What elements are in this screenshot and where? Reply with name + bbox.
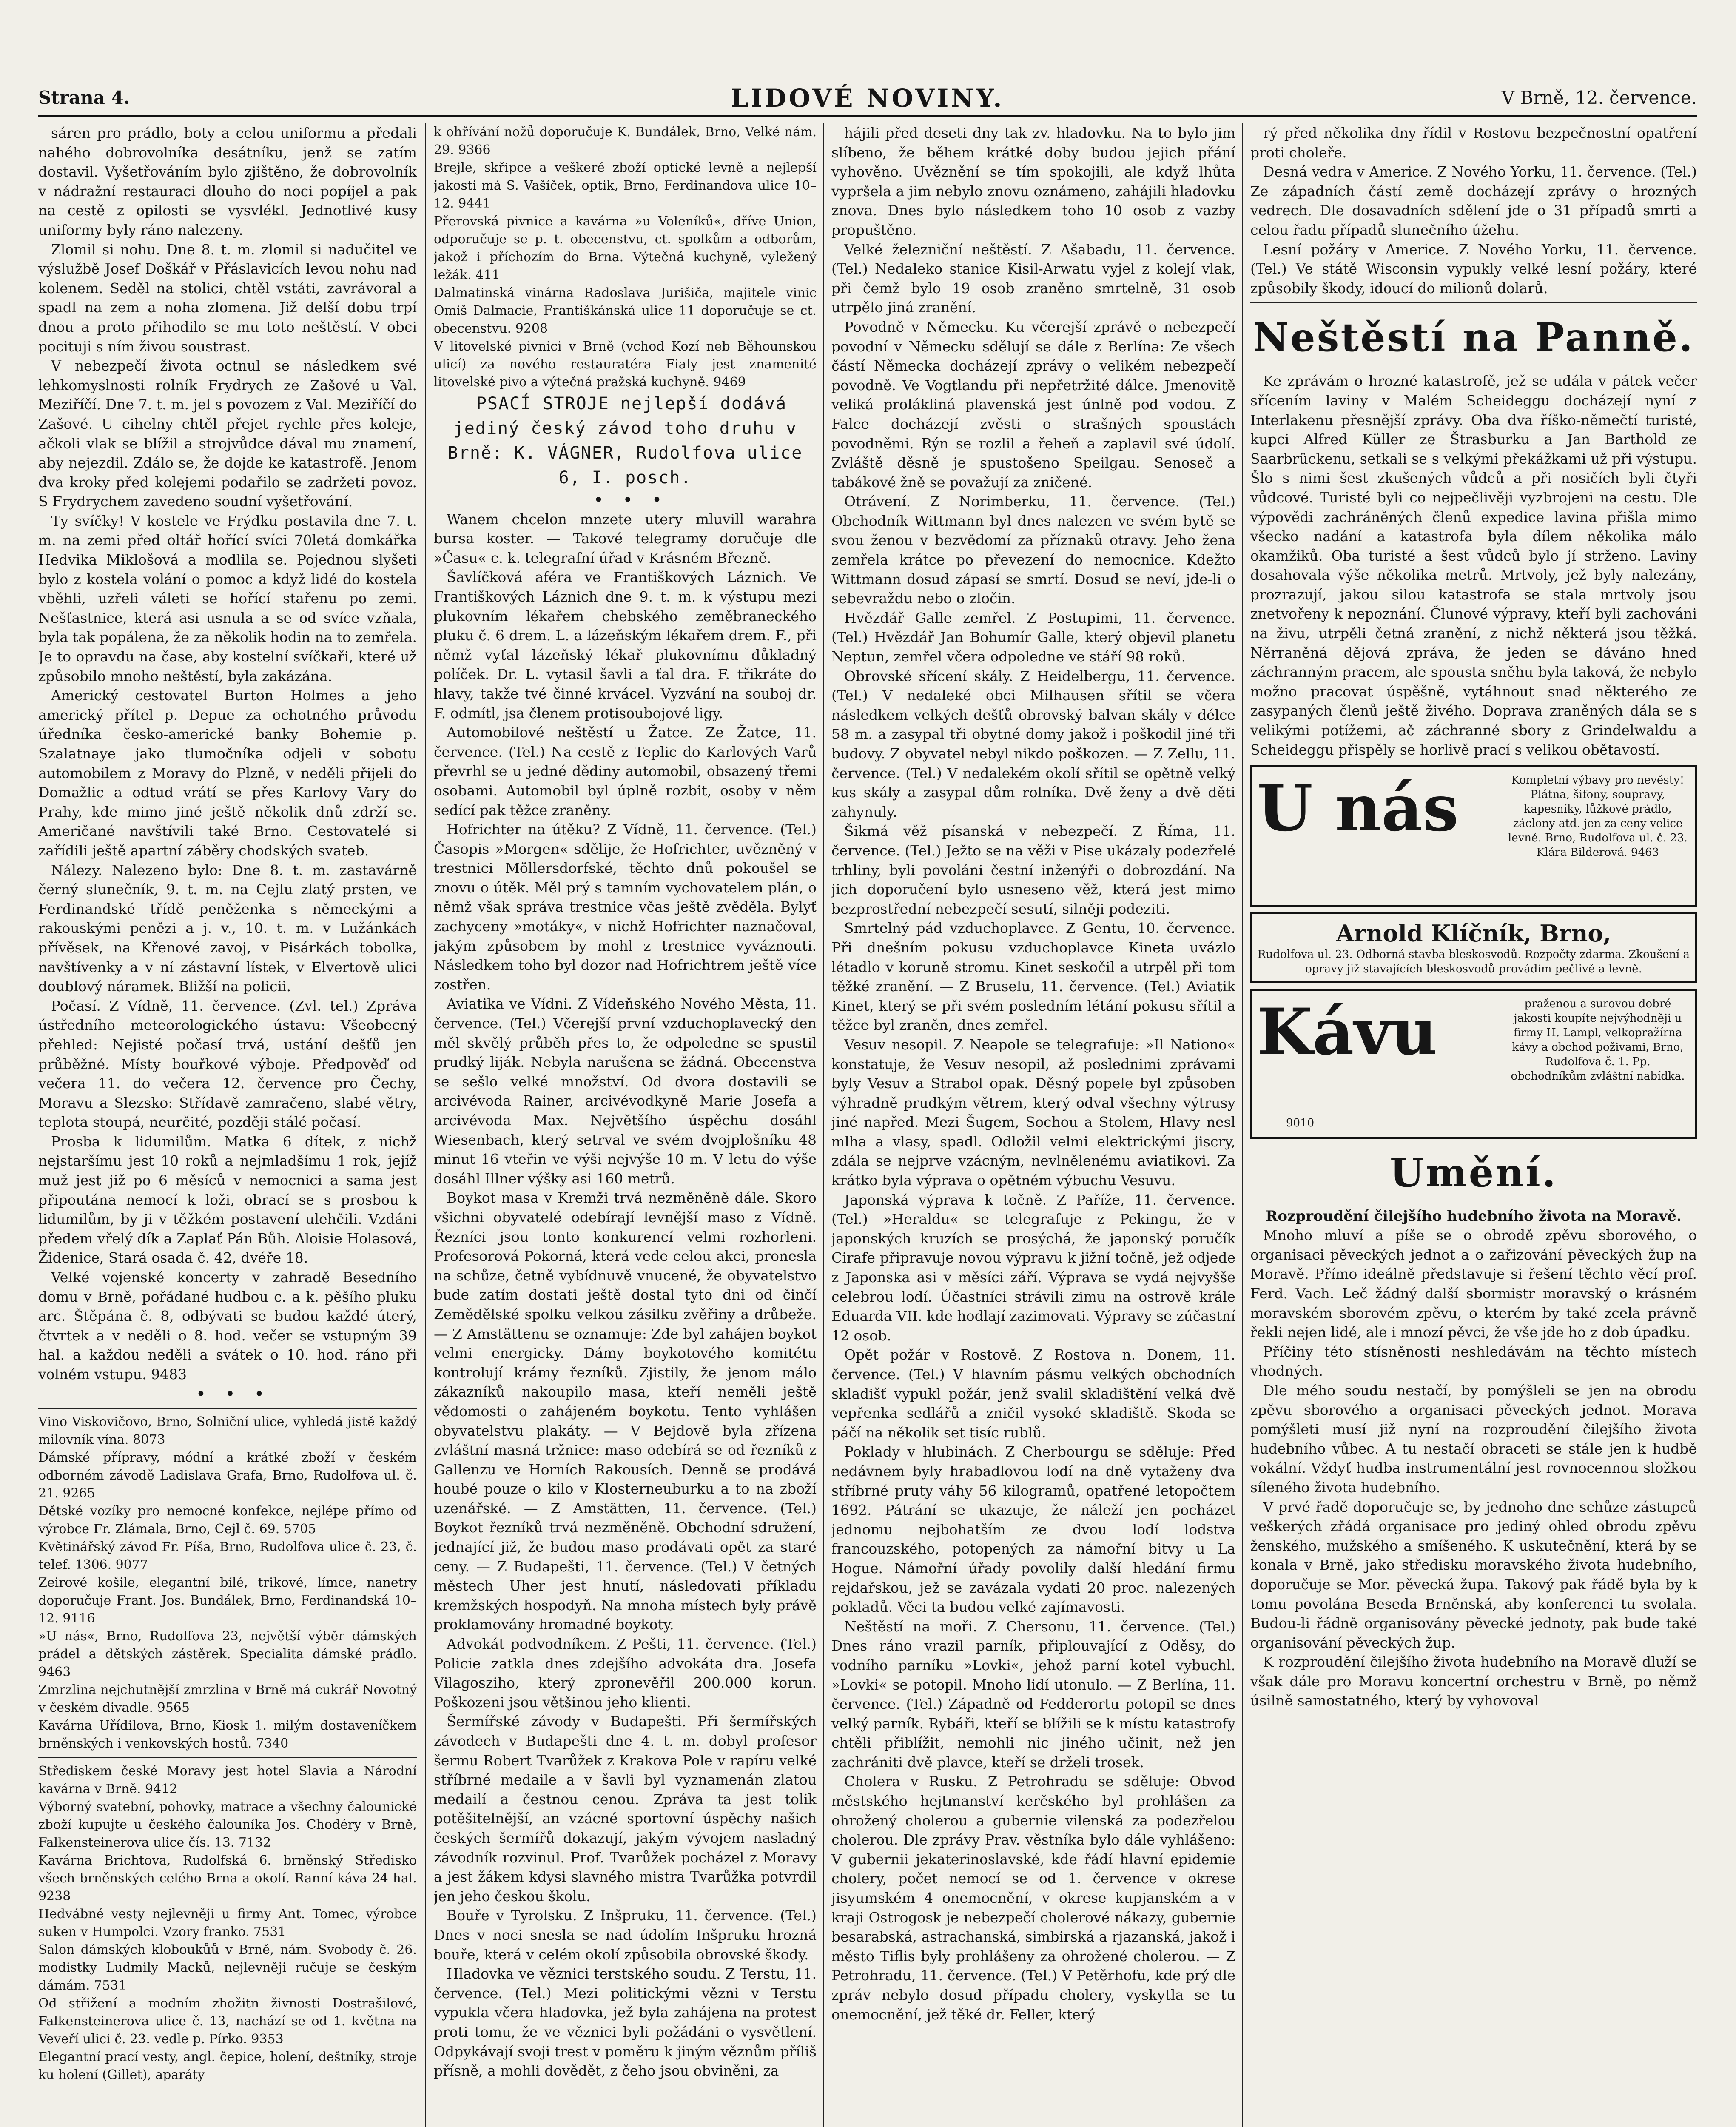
ad-kliznik [1250, 912, 1697, 983]
page-number: Strana 4. [38, 87, 130, 108]
classified-ad: Kavárna Brichtova, Rudolfská 6. brněnský Středisko všech brněnských celého Brna a okolí. Ranní káva 24 hal. 9238 [38, 1853, 417, 1904]
classified-ad: Dětské vozíky pro nemocné konfekce, nejlépe přímo od výrobce Fr. Zlámala, Brno, Cejl č. 69. 5705 [38, 1504, 417, 1537]
section-heading: Neštěstí na Panně. [1253, 314, 1694, 361]
section-separator: • • • [196, 1385, 272, 1402]
ad-text: Rudolfova ul. 23. Odborná stavba bleskosvodů. Rozpočty zdarma. Zkoušení a opravy již stavajících bleskosvodů provádím pečlivě a levně. [1257, 948, 1690, 976]
article: Automobilové neštěstí u Žatce. Ze Žatce, 11. července. (Tel.) Na cestě z Teplic do Karlových Varů převrhl se u jedné dědiny automobil, obsazený třemi osobami. Automobil byl úplně rozbit, osoby v něm sedící pak těžce zraněny. [434, 724, 817, 818]
article: Aviatika ve Vídni. Z Vídeňského Nového Města, 11. července. (Tel.) Včerejší první vzduchoplavecký den měl skvělý průběh přes to, že odpoledne se spustil prudký liják. Nebyla narušena se žádná. Obecenstva se sešlo velké množství. Od dvora dostavili se arcivévoda Rainer, arcivévodkyně Marie Josefa a arcivévoda Max. Největšího úspěchu dosáhl Wiesenbach, který setrval ve svém dvojplošníku 48 minut 16 vteřin ve výši nejvýše 10 m. V letu do výše dosáhl Illner výšky asi 160 metrů. [434, 995, 817, 1187]
column-4 [1250, 123, 1697, 2127]
article: Smrtelný pád vzduchoplavce. Z Gentu, 10. července. Při dnešním pokusu vzduchoplavce Kineta uvázlo létadlo v koruně stromu. Kinet seskočil a utrpěl při tom těžké zranění. — Z Bruselu, 11. července. (Tel.) Aviatik Kinet, který se při svém posledním létání pokusu sřítil a těžce byl zraněn, dnes zemřel. [831, 920, 1235, 1034]
article: sáren pro prádlo, boty a celou uniformu a předali nahého dobrovolníka desátníku, jenž se zatím dostavil. Vyšetřováním bylo zjištěno, že dobrovolník v nádražní restauraci dlouho do noci popíjel a pak na cestě z opilosti se vysvlékl. Jednotlivé kusy uniformy byly ráno nalezeny. [38, 125, 417, 238]
column-1 [38, 123, 417, 2127]
article: Velké vojenské koncerty v zahradě Besedního domu v Brně, pořádané hudbou c. a k. pěšího pluku arc. Štěpána č. 8, odbývati se budou každé úterý, čtvrtek a v neděli o 8. hod. večer se vstupným 39 hal. a každou neděli a svátek o 10. hod. ráno při volném vstupu. 9483 [38, 1269, 417, 1383]
article: rý před několika dny řídil v Rostovu bezpečnostní opatření proti choleře. [1250, 125, 1697, 161]
classified-ad: Vino Viskovičovo, Brno, Solniční ulice, vyhledá jistě každý milovník vína. 8073 [38, 1414, 417, 1448]
classified-ad: Hedvábné vesty nejlevněji u firmy Ant. Tomec, výrobce suken v Humpolci. Vzory franko. 7531 [38, 1907, 417, 1940]
article: Zlomil si nohu. Dne 8. t. m. zlomil si nadučitel ve výslužbě Josef Doškář v Přáslavicích levou nohu nad kolenem. Seděl na stolici, chtěl vstáti, zavrávoral a spadl na zem a noha zlomena. Již delší dobu trpí dnou a proto přihodilo se mu toto neštěstí. V obci pocituji s ním živou soustrast. [38, 241, 417, 355]
classified-ad: Kavárna Uřídilova, Brno, Kiosk 1. milým dostaveníčkem brněnských i venkovských hostů. 7340 [38, 1718, 417, 1751]
article-subheading: Rozproudění čilejšího hudebního života na Moravě. [1266, 1208, 1682, 1225]
article: Hvězdář Galle zemřel. Z Postupimi, 11. července. (Tel.) Hvězdář Jan Bohumír Galle, který objevil planetu Neptun, zemřel včera odpoledne ve stáří 98 roků. [831, 609, 1235, 665]
ad-title: Arnold Klíčník, Brno, [1336, 920, 1611, 947]
column-rule [425, 123, 426, 2127]
article: Advokát podvodníkem. Z Pešti, 11. července. (Tel.) Policie zatkla dnes zdejšího advokáta dra. Josefa Vilagosziho, který zpronevěřil 200.000 korun. Poškozeni jsou většinou jeho klienti. [434, 1636, 817, 1711]
divider [38, 1757, 417, 1758]
article: Obrovské sřícení skály. Z Heidelbergu, 11. července. (Tel.) V nedaleké obci Milhausen sřítil se včera následkem velkých dešťů obrovský balvan skály v délce 58 m. a zasypal tři obytné domy jakož i poškodil jiné tři budovy. Z obyvatel nebyl nikdo poškozen. — Z Zellu, 11. července. (Tel.) V nedalekém okolí sřítil se opětně velký kus skály a zasypal dům rolníka. Dvě ženy a dvě děti zahynuly. [831, 667, 1235, 820]
article: Cholera v Rusku. Z Petrohradu se sděluje: Obvod městského hejtmanství kerčského byl prohlášen za ohrožený cholerou a gubernie vilenská za podezřelou cholerou. Dle zprávy Prav. věstníka bylo dále vyhlášeno: V gubernii jekaterinoslavské, kde řádí hlavní epidemie cholery, počet nemocí se od 1. července v okrese jisyumském 4 onemocnění, v okrese kupjanském a v kraji Ostrogosk je nebezpečí cholerové nákazy, gubernie besarabská, astrachanská, simbirská a rjazanská, jakož i město Tiflis byly prohlášeny za ohrožené cholerou. — Z Petrohradu, 11. července. (Tel.) V Petěrhofu, kde prý dle zpráv nebylo dosud případu cholery, vyskytla se tu onemocnění, jež těké dr. Feller, který [831, 1773, 1235, 2023]
ad-kavu [1250, 989, 1697, 1139]
classified-ad: V litovelské pivnici v Brně (vchod Kozí neb Běhounskou ulicí) za nového restauratéra Fialy jest znamenité litovelské pivo a výtečná pražská kuchyně. 9469 [434, 339, 817, 390]
article: Vesuv nesopil. Z Neapole se telegrafuje: »Il Nationo« konstatuje, že Vesuv nesopil, až poslednimi zprávami byly Vesuv a Strabol opak. Děsný popele byl způsoben výhradně prudkým větrem, který odval všechny výtrusy jiné napřed. Mezi Šugem, Sochou a Stolem, Hlavy nesl mlha a vlasy, spadl. Odložil velmi elektrickými jiscry, zdála se nejprve vzácným, nevlnělenému aviatikovi. Za krátko byla výprava o opětném výbuchu Vesuvu. [831, 1036, 1235, 1189]
article: Šermířské závody v Budapešti. Při šermířských závodech v Budapešti dne 4. t. m. dobyl profesor šermu Robert Tvarůžek z Krakova Pole v rapíru velké stříbrné medaile a v šavli byl vyznamenán zlatou medailí a čestnou cenou. Zpráva ta jest tolik potěšitelnější, an vzácné sportovní úspěchy našich českých šermířů dokazují, jakým vývojem nasladný závodník rozvinul. Prof. Tvarůžek pocházel z Moravy a jest žákem kdysi slavného mistra Tvarůžka potvrdil jen jeho českou školu. [434, 1713, 817, 1905]
article: Velké železniční neštěstí. Z Ašabadu, 11. července. (Tel.) Nedaleko stanice Kisil-Arwatu vyjel z kolejí vlak, při čemž bylo 19 osob zraněno smrtelně, 31 osob utrpělo jiná zranění. [831, 241, 1235, 316]
article: Americký cestovatel Burton Holmes a jeho americký přítel p. Depue za ochotného průvodu úředníka česko-americké banky Bohemie p. Szalatnaye jako tlumočníka odjeli v sobotu automobilem z Moravy do Plzně, v neděli přijeli do Domažlic a odtud vrátí se přes Karlovy Vary do Prahy, kde mimo jiné ještě několik dnů zdrží se. Američané navštívili také Brno. Cestovatelé si zařídili ještě apartní záběry chodských svateb. [38, 687, 417, 859]
typewriter-ad: PSACÍ STROJE nejlepší dodává jediný český závod toho druhu v Brně: K. VÁGNER, Rudolfova ulice 6, I. posch. [447, 394, 803, 488]
classified-ad: Výborný svatební, pohovky, matrace a všechny čalounické zboží kupujte u českého čalouníka Jos. Chodéry v Brně, Falkensteinerova ulice čís. 13. 7132 [38, 1799, 417, 1850]
article: V prvé řadě doporučuje se, by jednoho dne schůze zástupců veškerých zřádá organisace pro jediný ohled obrodu zpěvu ženského, mužského a smíšeného. K uskutečnění, která by se konala v Brně, jako středisku moravského života hudebního, doporučuje se Mor. pěvecká župa. Takový pak řádě byla by k tomu povolána Beseda Brněnská, aby konferenci tu svolala. Budou-li řádně organisovány pěvecké jednoty, pak bude také organisování pěveckých žup. [1250, 1498, 1697, 1651]
article: Mnoho mluví a píše se o obrodě zpěvu sborového, o organisaci pěveckých jednot a o zařizování pěveckých žup na Moravě. Přímo ideálně představuje si řešení těchto věcí prof. Ferd. Vach. Leč žádný další sbormistr moravský o krásném moravském sborovém zpěvu, o kterém by také zcela právně řekli nejen lidé, ale i mnozí pěvci, že vše jde ho z dob úpadku. [1250, 1227, 1697, 1341]
article: Lesní požáry v Americe. Z Nového Yorku, 11. července. (Tel.) Ve státě Wisconsin vypukly velké lesní požáry, které způsobily škody, idoucí do milionů dolarů. [1250, 241, 1697, 297]
article: Opět požár v Rostově. Z Rostova n. Donem, 11. července. (Tel.) V hlavním pásmu velkých obchodních skladišť vypukl požár, jenž svalil skladištění velká dvě vepřenka sedlářů a zničil vysoké skladiště. Skoda se páčí na několik set tisíc rublů. [831, 1346, 1235, 1441]
article: Ty svíčky! V kostele ve Frýdku postavila dne 7. t. m. na zemi před oltář hořící svíci 70letá domkářka Hedvika Miklošová a modlila se. Pojednou slyšeti bylo z kostela volání o pomoc a když lidé do kostela vběhli, uzřeli váleti se hořící stařenu po zemi. Nešťastnice, která asi usnula a se od svíce vzňala, byla tak popálena, že za několik hodin na to zemřela. Je to opravdu na čase, aby kostelní svíčkaři, které už způsobilo mnoho neštěstí, byla zakázána. [38, 512, 417, 684]
classified-ad: »U nás«, Brno, Rudolfova 23, největší výběr dámských prádel a dětských zástěrek. Specialita dámské prádlo. 9463 [38, 1629, 417, 1680]
section-heading: Umění. [1390, 1150, 1557, 1196]
ad-bigword: Kávu [1257, 995, 1437, 1070]
article: Wanem chcelon mnzete utery mluvill warahra bursa koster. — Takové telegramy doručuje dle »Času« c. k. telegrafní úřad v Krásném Březně. [434, 510, 817, 566]
article: Otrávení. Z Norimberku, 11. července. (Tel.) Obchodník Wittmann byl dnes nalezen ve svém bytě se svou ženou v bezvědomí za příznaků otravy. Jeho žena zemřela krátce po převezení do nemocnice. Kdežto Wittmann dosud zápasí se smrtí. Dosud se neví, jde-li o sebevraždu nebo o zločin. [831, 493, 1235, 607]
section-separator: • • • [594, 491, 669, 508]
ad-code: 9010 [1286, 1116, 1315, 1129]
article: Prosba k lidumilům. Matka 6 dítek, z nichž nejstaršímu jest 10 roků a nejmladšímu 1 rok, jejíž muž jest již po 6 měsíců v nemocnici a sama jest připoutána nemocí k loži, obrací se s prosbou k lidumilům, by ji v těžkém postavení ulehčili. Vzdáni předem vřelý dík a Zaplať Pán Bůh. Aloisie Holasová, Židenice, Stará osada č. 42, dvéře 18. [38, 1133, 417, 1266]
ad-unas [1250, 765, 1697, 907]
column-rule [823, 123, 824, 2127]
article: Hladovka ve věznici terstského soudu. Z Terstu, 11. července. (Tel.) Mezi politickými vězni v Terstu vypukla včera hladovka, jež byla zahájena na protest proti tomu, že ve věznici byli požádáni o vysvětlení. Odpykávají svoji trest v poměru k jiným věznům příliš přísně, a mohli dovědět, z čeho jsou obviněni, za [434, 1965, 817, 2079]
classified-ad: Přerovská pivnice a kavárna »u Voleníků«, dříve Union, odporučuje se p. t. obecenstvu, ct. spolkům a odborům, jakož i příchozím do Brna. Výtečná kuchyně, vyležený ležák. 411 [434, 214, 817, 282]
article: Nálezy. Nalezeno bylo: Dne 8. t. m. zastavárně černý slunečník, 9. t. m. na Cejlu zlatý prsten, ve Ferdinandské třídě peněženka s německými a rakouskými penězi a j. v., 10. t. m. v Lužánkách přívěsek, na Křenové zavoj, v Pisárkách tobolka, navštívenky a v ní zástavní lístek, v Elvertově ulici doublový náramek. Bližší na policii. [38, 861, 417, 995]
article: hájili před deseti dny tak zv. hladovku. Na to bylo jim slíbeno, že během krátké doby budou jejich přání vyhověno. Uvěznění se tím spokojili, ale když lhůta vypršela a jim nebylo znovu oznámeno, zahájili hladovku znova. Dnes bylo následkem toho 10 osob z vazby propuštěno. [831, 125, 1235, 238]
column-2 [434, 123, 817, 2127]
page-header [38, 84, 1697, 125]
article: Desná vedra v Americe. Z Nového Yorku, 11. července. (Tel.) Ze západních částí země docházejí zprávy o hrozných vedrech. Dle dosavadních sdělení jde o 31 případů smrti a celou řadu případů slunečního úžehu. [1250, 163, 1697, 238]
classified-ad: Elegantní prací vesty, angl. čepice, holení, deštníky, stroje ku holení (Gillet), aparáty [38, 2050, 417, 2083]
classified-ad: Květinářský závod Fr. Píša, Brno, Rudolfova ulice č. 23, č. telef. 1306. 9077 [38, 1540, 417, 1573]
article: Dle mého soudu nestačí, by pomýšleli se jen na obrodu zpěvu sborového a organisaci pěveckých jednot. Morava pomýšleti musí již nyní na rozproudění čilejšího života hudebního vůbec. A tu nestačí obraceti se stále jen k hudbě vokální. Vždyť hudba instrumentální jest rovnocennou složkou síleného života hudebního. [1250, 1382, 1697, 1496]
classified-ad: Zeirové košile, elegantní bílé, trikové, límce, nanetry doporučuje Frant. Jos. Bundálek, Brno, Ferdinandská 10–12. 9116 [38, 1575, 417, 1626]
column-rule [1242, 123, 1243, 2127]
article: Japonská výprava k točně. Z Paříže, 11. července. (Tel.) »Heraldu« se telegrafuje z Pekingu, že v japonských kruzích se prosýchá, že japonský poručík Cirafe připravuje novou výpravu k jižní točně, jež odjede z Japonska asi v měsíci září. Výprava se vydá nejvyšše celebrou lodí. Účastníci strávili zimu na ostrově krále Eduarda VII. kde hodlají zazimovati. Výpravy se zúčastní 12 osob. [831, 1191, 1235, 1344]
ad-text: praženou a surovou dobré jakosti koupíte nejvýhodněji u firmy H. Lampl, velkopražírna kávy a obchod poživami, Brno, Rudolfova č. 1. Pp. obchodníkům zvláštní nabídka. [1511, 998, 1685, 1083]
ad-bigword: U nás [1257, 771, 1459, 846]
article: Ke zprávám o hrozné katastrofě, jež se udála v pátek večer sřícením laviny v Malém Scheideggu docházejí nyní z Interlakenu přesnější zprávy. Oba dva říško-němečtí turisté, kupci Alfred Küller ze Štrasburku a Jan Barthold ze Saarbrückenu, setkali se s velkými překážkami už při výstupu. Šlo s nimi šest zkušených vůdců a při nosičích byli čtyři vůdcové. Turisté byli co nejpečlivěji vyzbrojeni na cestu. Dle výpovědi zachráněných členů expedice lavina přišla mimo všecko nadání a katastrofa byla dílem několika málo okamžiků. Oba turisté a šest vůdců bylo jí strženo. Laviny dosahovala výše několika metrů. Mrtvoly, jež byly nalezány, prozrazují, jakou silou katastrofa se stala mrtvoly jsou znetvořeny k nepoznání. Člunové výpravy, kteří byli zachováni na živu, utrpěli četná zranění, z nichž některá jsou těžká. Něrraněná dějová zpráva, že jeden se dáváno hned záchranným pracem, ale spousta sněhu byla taková, že nebylo možno pracovat úspěšně, vytáhnout snad některého ze zasypaných členů ještě živého. Doprava zraněných dála se s velikými potížemi, ač záchranné sbory z Grindelwaldu a Scheideggu přispěly se horlivě prací s velikou obětavostí. [1250, 373, 1697, 758]
article: K rozproudění čilejšího života hudebního na Moravě dluží se však dále pro Moravu koncertní orchestru v Brně, po němž úsilně samostatného, který by vyhovoval [1250, 1654, 1697, 1709]
classified-ad: Střediskem české Moravy jest hotel Slavia a Národní kavárna v Brně. 9412 [38, 1764, 417, 1797]
article: Příčiny této stísněnosti neshledávám na těchto místech vhodných. [1250, 1343, 1697, 1380]
article: Poklady v hlubinách. Z Cherbourgu se sděluje: Před nedávnem byly hrabadlovou lodí na dně vytaženy dva stříbrné pruty váhy 56 kilogramů, opatřené letopočtem 1692. Pátrání se ukazuje, že náleží jen pocházet jednomu nejbohatším ze dvou lodí lodstva francouzského, potopených za námořní bitvy u La Hogue. Námořní úřady povolily další hledání firmu rejdařskou, jež se zavázala vydati 20 proc. nalezených pokladů. Věci ta budou velké zajímavosti. [831, 1443, 1235, 1616]
article: V nebezpečí života octnul se následkem své lehkomyslnosti rolník Frydrych ze Zašové u Val. Meziříčí. Dne 7. t. m. jel s povozem z Val. Meziříčí do Zašové. U cihelny chtěl přejet rychle přes koleje, ačkoli vlak se blížil a strojvůdce dával mu znamení, aby nejezdil. Zdálo se, že dojde ke katastrofě. Jenom dva kroky před kolejemi podařilo se zadržeti povoz. S Frydrychem zavedeno soudní vyšetřování. [38, 357, 417, 510]
article: Počasí. Z Vídně, 11. července. (Zvl. tel.) Zpráva ústředního meteorologického ústavu: Všeobecný přehled: Nejisté počasí trvá, ustání dešťů jen průběžné. Místy bouřkové výboje. Předpověď od večera 11. do večera 12. července pro Čechy, Moravu a Slezsko: Střídavě zamračeno, slabé větry, teplota stoupá, neurčité, později stálé počasí. [38, 997, 417, 1131]
issue-date: V Brně, 12. července. [1501, 87, 1697, 108]
article: Hofrichter na útěku? Z Vídně, 11. července. (Tel.) Časopis »Morgen« sdělije, že Hofrichter, uvězněný v trestnici Möllersdorfské, těchto dnů pokoušel se znovu o útěk. Měl prý s tamním vychovatelem plán, o němž však správa trestnice včas ještě zvěděla. Bylyť zachyceny »motáky«, v nichž Hofrichter naznačoval, jakým způsobem by mohl z trestnice vyváznouti. Následkem toho byl dozor nad Hofrichtrem ještě více zostřen. [434, 821, 817, 993]
newspaper-title: LIDOVÉ NOVINY. [731, 84, 1005, 113]
header-rule [38, 115, 1697, 117]
classified-ad: Dámské přípravy, módní a krátké zboží v českém odborném závodě Ladislava Grafa, Brno, Rudolfova ul. č. 21. 9265 [38, 1450, 417, 1501]
ad-text: Kompletní výbavy pro nevěsty! Plátna, šifony, soupravy, kapesníky, lůžkové prádlo, záclony atd. jen za ceny velice levné. Brno, Rudolfova ul. č. 23. Klára Bilderová. 9463 [1508, 774, 1688, 859]
article: Neštěstí na moři. Z Chersonu, 11. července. (Tel.) Dnes ráno vrazil parník, připlouvající z Oděsy, do vodního parníku »Lovki«, jehož parní kotel vybuchl. »Lovki« se potopil. Mnoho lidí utonulo. — Z Berlína, 11. července. (Tel.) Západně od Fedderortu potopil se dnes velký parník. Rybáři, kteří se blížili se k místu katastrofy chtěli přiblížit, nemohli nic jiného učinit, než jen zachrániti dvě plavce, kteří se drželi trosek. [831, 1618, 1235, 1771]
classified-ad: Dalmatinská vinárna Radoslava Jurišiča, majitele vinic Omiš Dalmacie, Františkánská ulice 11 doporučuje se ct. obecenstvu. 9208 [434, 285, 817, 336]
article: Boykot masa v Kremži trvá nezměněně dále. Skoro všichni obyvatelé odebírají levnější maso z Vídně. Řezníci jsou tonto konkurencí velmi rozhorleni. Profesorová Pokorná, která vede celou akci, pronesla na schůze, četně vybídnuvě vnucené, že obyvatelstvo bude zatím dostati ještě dostal tyto dni od činčí Zemědělské spolku velkou zásilku zvěřiny a drůbeže. — Z Amstättenu se oznamuje: Zde byl zahájen boykot velmi energicky. Dámy boykotového komitétu kontrolují krámy řezníků. Zjistily, že jenom málo zákazníků nakoupilo masa, kteří neměli ještě vědomosti o zahájeném boykotu. Tento vyhlášen obyvatelstvu plakáty. — V Bejdově byla zřízena zvláštní masná tržnice: maso odebírá se od řezníků z Gallenzu ve Horních Rakousích. Denně se prodává houbé pouze o kilo v Klosterneuburku a to na zboží uzenářské. — Z Amstätten, 11. července. (Tel.) Boykot řezníků trvá nezměněně. Obchodní sdružení, jednající již, že budou maso prodávati opět za staré ceny. — Z Budapešti, 11. července. (Tel.) V četných městech Uher jest hnutí, následovati příkladu kremžských hospodyň. Na mnoha místech byly právě proklamovány hromadné boykoty. [434, 1189, 817, 1633]
divider [1250, 302, 1697, 303]
classified-ad: Brejle, skřipce a veškeré zboží optické levně a nejlepší jakosti má S. Vašíček, optik, Brno, Ferdinandova ulice 10–12. 9441 [434, 160, 817, 211]
column-3 [831, 123, 1235, 2127]
article: Povodně v Německu. Ku včerejší zprávě o nebezpečí povodní v Německu sdělují se dále z Berlína: Ze všech částí Německa docházejí zprávy o velikém nebezpečí povodně. Ve Vogtlandu při nepřetržité dálce. Jmenovitě veliká prolákliná plavenská jest únlně pod vodou. Z Falce docházejí zvěsti o strašných spoustách povodněmi. Rýn se rozlil a řeheň a zaplavil své údolí. Zvláště děsně je spustošeno Speilgau. Senoseč a tabákové žně se považují za zničené. [831, 318, 1235, 490]
article: Šavlíčková aféra ve Františkových Láznich. Ve Františkových Láznich dne 9. t. m. k výstupu mezi plukovním lékařem chebského zeměbraneckého pluku č. 6 drem. L. a lázeňským lékařem drem. F., při němž vyťal lázeňský lékař plukovnímu důkladný políček. Dr. L. vytasil šavli a ťal dra. F. třikráte do hlavy, takže tvé činné krvácel. Vyzvání na souboj dr. F. odmítl, jsa členem protisoubojové ligy. [434, 569, 817, 721]
classified-ad: Zmrzlina nejchutnější zmrzlina v Brně má cukrář Novotný v českém divadle. 9565 [38, 1682, 417, 1716]
article: Šikmá věž písanská v nebezpečí. Z Říma, 11. července. (Tel.) Ježto se na věži v Pise ukázaly podezřelé trhliny, byli povoláni čestní inženýři o dobrozdání. Na jich doporučení bylo usneseno věž, která jest mimo bezprostřední nebezpečí sesutí, silněji podeziti. [831, 823, 1235, 917]
classified-ad: Salon dámských kloboukůů v Brně, nám. Svobody č. 26. modistky Ludmily Macků, nejlevněji ručuje se českým dámám. 7531 [38, 1942, 417, 1993]
article: Bouře v Tyrolsku. Z Inšpruku, 11. července. (Tel.) Dnes v noci snesla se nad údolím Inšpruku hrozná bouře, která v celém okolí způsobila obrovské škody. [434, 1907, 817, 1963]
classified-ad: k ohřívání nožů doporučuje K. Bundálek, Brno, Velké nám. 29. 9366 [434, 125, 817, 157]
divider [38, 1408, 417, 1409]
classified-ad: Od střižení a modním zhožitn živnosti Dostrašilové, Falkensteinerova ulice č. 13, nachází se od 1. května na Veveří ulici č. 23. vedle p. Pírko. 9353 [38, 1996, 417, 2047]
